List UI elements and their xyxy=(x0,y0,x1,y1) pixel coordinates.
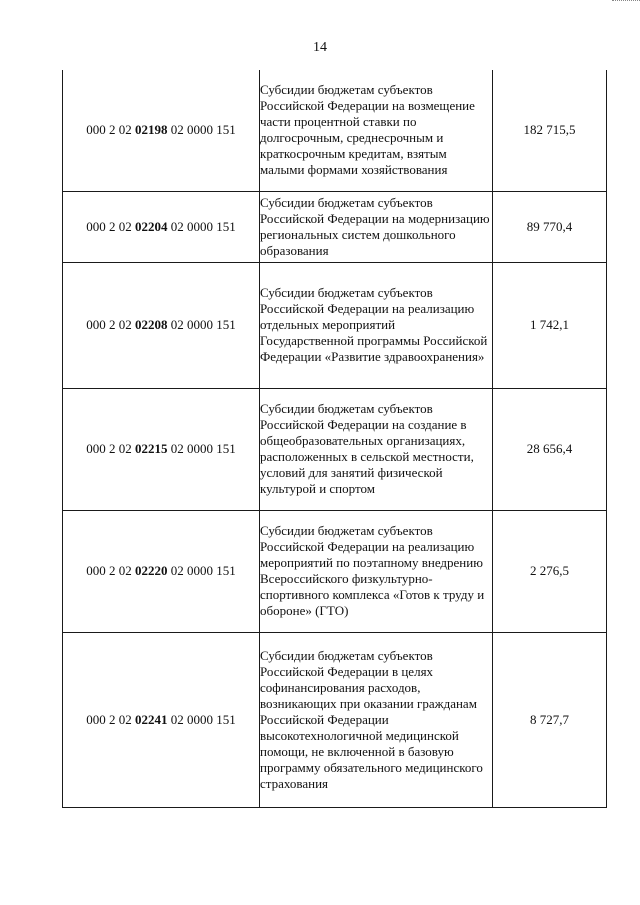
subsidy-description: Субсидии бюджетам субъектов Российской Федерации на модернизацию региональных систем дошкольного образования xyxy=(260,191,493,262)
code-main-part: 02215 xyxy=(135,441,168,456)
code-prefix: 000 2 02 xyxy=(86,218,135,234)
code-prefix: 000 2 02 xyxy=(86,122,135,138)
budget-classification-code xyxy=(63,632,260,807)
code-prefix: 000 2 02 xyxy=(86,711,135,727)
code-main-part: 02208 xyxy=(135,317,168,332)
subsidy-description: Субсидии бюджетам субъектов Российской Федерации в целях софинансирования расходов, возникающих при оказании гражданам Российской Федерации высокотехнологичной медицинской помощи, не включенной в базовую программу обязательного медицинского страхования xyxy=(260,632,493,807)
code-main-part: 02220 xyxy=(135,563,168,578)
subsidy-amount: 2 276,5 xyxy=(493,510,607,632)
code-suffix: 02 0000 151 xyxy=(167,711,236,727)
table-row xyxy=(63,191,607,262)
subsidy-amount: 8 727,7 xyxy=(493,632,607,807)
table-row xyxy=(63,70,607,191)
code-main-part: 02198 xyxy=(135,122,168,138)
table-row xyxy=(63,262,607,388)
subsidy-description: Субсидии бюджетам субъектов Российской Федерации на реализацию отдельных мероприятий Государственной программы Российской Федерации «Развитие здравоохранения» xyxy=(260,262,493,388)
subsidy-amount: 89 770,4 xyxy=(493,191,607,262)
subsidy-description: Субсидии бюджетам субъектов Российской Федерации на реализацию мероприятий по поэтапному внедрению Всероссийского физкультурно-спортивного комплекса «Готов к труду и обороне» (ГТО) xyxy=(260,510,493,632)
subsidy-description: Субсидии бюджетам субъектов Российской Федерации на создание в общеобразовательных организациях, расположенных в сельской местности, условий для занятий физической культурой и спортом xyxy=(260,388,493,510)
budget-classification-code xyxy=(63,191,260,262)
code-prefix: 000 2 02 xyxy=(86,441,135,456)
budget-classification-code xyxy=(63,388,260,510)
budget-classification-code xyxy=(63,70,260,191)
subsidy-description: Субсидии бюджетам субъектов Российской Федерации на возмещение части процентной ставки по долгосрочным, среднесрочным и краткосрочным кредитам, взятым малыми формами хозяйствования xyxy=(260,70,493,191)
code-prefix: 000 2 02 xyxy=(86,563,135,578)
table-row xyxy=(63,388,607,510)
page-number: 14 xyxy=(313,40,327,55)
table-row xyxy=(63,632,607,807)
budget-classification-code xyxy=(63,262,260,388)
subsidy-amount: 28 656,4 xyxy=(493,388,607,510)
code-suffix: 02 0000 151 xyxy=(167,563,236,578)
table-row xyxy=(63,510,607,632)
code-main-part: 02204 xyxy=(135,218,168,234)
budget-classification-code xyxy=(63,510,260,632)
budget-subsidies-table xyxy=(62,70,607,808)
code-suffix: 02 0000 151 xyxy=(167,218,236,234)
subsidy-amount: 182 715,5 xyxy=(493,70,607,191)
subsidy-amount: 1 742,1 xyxy=(493,262,607,388)
code-main-part: 02241 xyxy=(135,711,168,727)
code-suffix: 02 0000 151 xyxy=(167,122,236,138)
scan-edge-mark xyxy=(612,0,640,4)
code-prefix: 000 2 02 xyxy=(86,317,135,332)
code-suffix: 02 0000 151 xyxy=(167,441,236,456)
code-suffix: 02 0000 151 xyxy=(167,317,236,332)
